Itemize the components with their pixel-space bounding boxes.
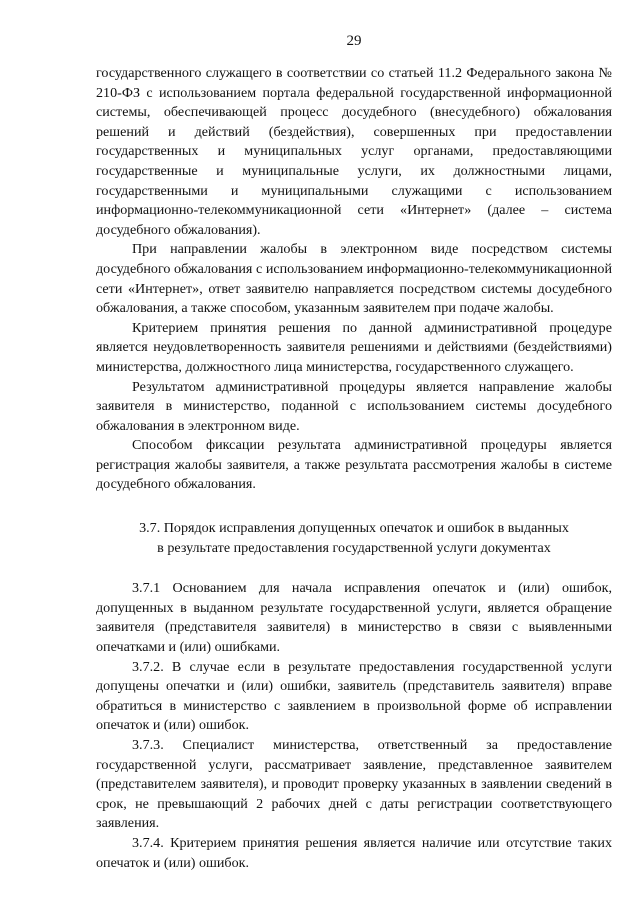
paragraph-electronic-response: При направлении жалобы в электронном виде посредством системы досудебного обжалования с использованием информационно-телекоммуникационной сети «Интернет», ответ заявителю направляется посредством системы досудебного обжалования, а также способом, указанным заявителем при подаче жалобы. — [96, 241, 612, 317]
paragraph-3-7-2: 3.7.2. В случае если в результате предоставления государственной услуги допущены опечатки и (или) ошибки, заявитель (представитель заявителя) вправе обратиться в министерство с заявлением в произвольной форме об исправлении опечаток и (или) ошибок. — [96, 658, 612, 734]
paragraph-3-7-4: 3.7.4. Критерием принятия решения является наличие или отсутствие таких опечаток и (или) ошибок. — [96, 834, 612, 871]
paragraph-3-7-3: 3.7.3. Специалист министерства, ответственный за предоставление государственной услуги, рассматривает заявление, представленное заявителем (представителем заявителя), и проводит проверку указанных в заявлении сведений в срок, не превышающий 2 рабочих дней с даты регистрации соответствующего заявления. — [96, 737, 612, 832]
paragraph-procedure-result: Результатом административной процедуры является направление жалобы заявителя в министерство, поданной с использованием системы досудебного обжалования в электронном виде. — [96, 378, 612, 434]
section-heading: 3.7. Порядок исправления допущенных опечаток и ошибок в выданных в результате предоставления государственной услуги документах — [139, 520, 569, 556]
paragraph-decision-criterion: Критерием принятия решения по данной административной процедуре является неудовлетворенность заявителя решениями и действиями (бездействиями) министерства, должностного лица министерства, государственного служащего. — [96, 319, 612, 375]
paragraph-continuation: государственного служащего в соответствии со статьей 11.2 Федерального закона № 210-ФЗ с использованием портала федеральной государственной информационной системы, обеспечивающей процесс досудебного (внесудебного) обжалования решений и действий (бездействия), совершенных при предоставлении государственных и муниципальных услуг органами, предоставляющими государственные и муниципальные услуги, их должностными лицами, государственными и муниципальными служащими с использованием информационно-телекоммуникационной сети «Интернет» (далее – система досудебного обжалования). — [96, 65, 612, 238]
document-page — [96, 32, 612, 873]
page-number: 29 — [346, 33, 362, 49]
paragraph-result-fixation: Способом фиксации результата административной процедуры является регистрация жалобы заявителя, а также результата рассмотрения жалобы в системе досудебного обжалования. — [96, 437, 612, 493]
paragraph-3-7-1: 3.7.1 Основанием для начала исправления опечаток и (или) ошибок, допущенных в выданном результате государственной услуги, является обращение заявителя (представителя заявителя) в министерство в связи с выявленными опечатками и (или) ошибками. — [96, 580, 612, 656]
